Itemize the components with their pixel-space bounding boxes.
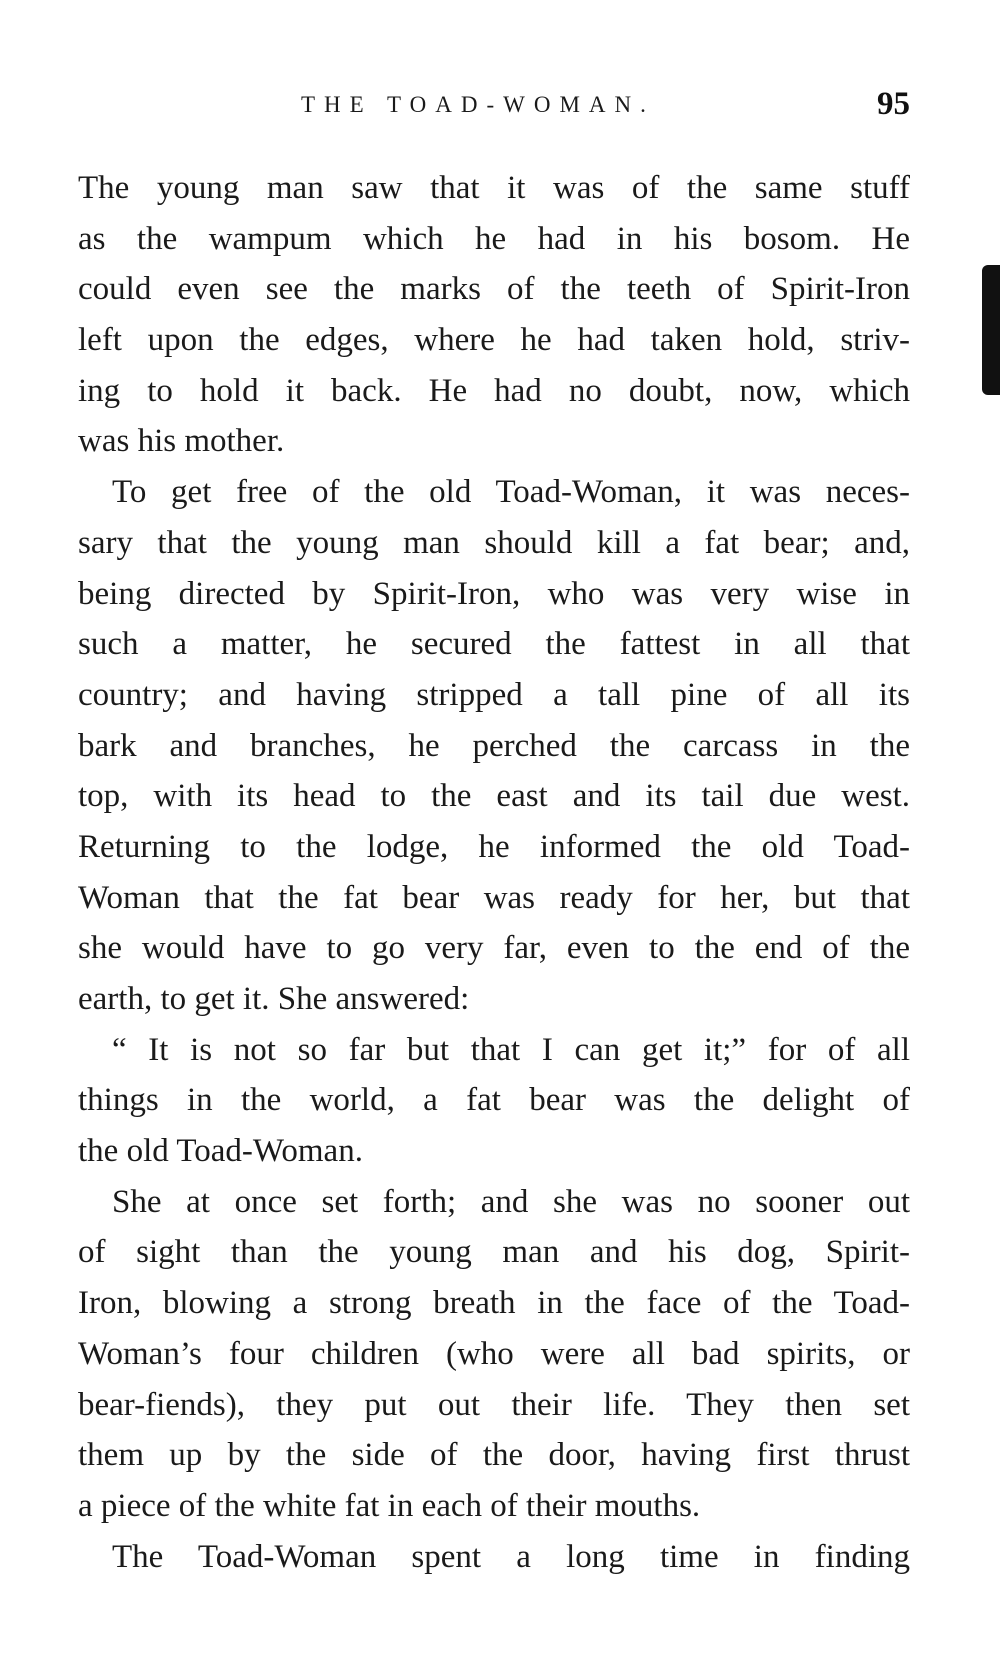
text-line: being directed by Spirit-Iron, who was very wise in: [78, 575, 910, 612]
text-line: could even see the marks of the teeth of Spirit-Iron: [78, 271, 910, 308]
text-line: Woman that the fat bear was ready for her, but that: [78, 879, 910, 916]
text-line: Woman’s four children (who were all bad spirits, or: [78, 1335, 910, 1372]
paragraph: [78, 163, 910, 467]
text-line: the old Toad-Woman.: [78, 1133, 363, 1170]
paragraph: [78, 467, 910, 1025]
text-line: left upon the edges, where he had taken hold, striv-: [78, 322, 910, 359]
text-line: country; and having stripped a tall pine of all its: [78, 676, 910, 713]
text-line: bear-fiends), they put out their life. They then set: [78, 1386, 910, 1423]
text-line: such a matter, he secured the fattest in all that: [78, 626, 910, 663]
text-line: earth, to get it. She answered:: [78, 981, 470, 1017]
text-line: top, with its head to the east and its tail due west.: [78, 778, 910, 815]
text-line: bark and branches, he perched the carcass in the: [78, 727, 910, 764]
text-line: she would have to go very far, even to the end of the: [78, 930, 910, 967]
paragraph: [78, 1532, 910, 1583]
text-line: ing to hold it back. He had no doubt, now, which: [78, 372, 910, 409]
text-line: things in the world, a fat bear was the delight of: [78, 1082, 910, 1119]
text-line: Returning to the lodge, he informed the old Toad-: [78, 828, 910, 865]
text-line: them up by the side of the door, having first thrust: [78, 1437, 910, 1474]
text-line: as the wampum which he had in his bosom. He: [78, 220, 910, 257]
running-head: [76, 88, 910, 128]
paragraph: [78, 1177, 910, 1532]
text-line: a piece of the white fat in each of their mouths.: [78, 1487, 701, 1524]
text-line: To get free of the old Toad-Woman, it was neces-: [112, 474, 910, 511]
text-line: She at once set forth; and she was no sooner out: [112, 1183, 910, 1220]
text-line: of sight than the young man and his dog, Spirit-: [78, 1234, 910, 1271]
paragraph: [78, 1025, 910, 1177]
text-line: was his mother.: [78, 423, 285, 460]
body-text: [78, 163, 910, 1582]
text-line: “ It is not so far but that I can get it;” for of all: [112, 1031, 910, 1068]
running-title: THE TOAD-WOMAN.: [301, 92, 655, 117]
text-line: The Toad-Woman spent a long time in finding: [112, 1538, 910, 1575]
text-line: sary that the young man should kill a fat bear; and,: [78, 524, 910, 561]
text-line: The young man saw that it was of the same stuff: [78, 170, 910, 206]
text-line: Iron, blowing a strong breath in the face of the Toad-: [78, 1285, 910, 1322]
page-number: 95: [877, 86, 910, 122]
page-edge-shadow: [982, 265, 1000, 395]
